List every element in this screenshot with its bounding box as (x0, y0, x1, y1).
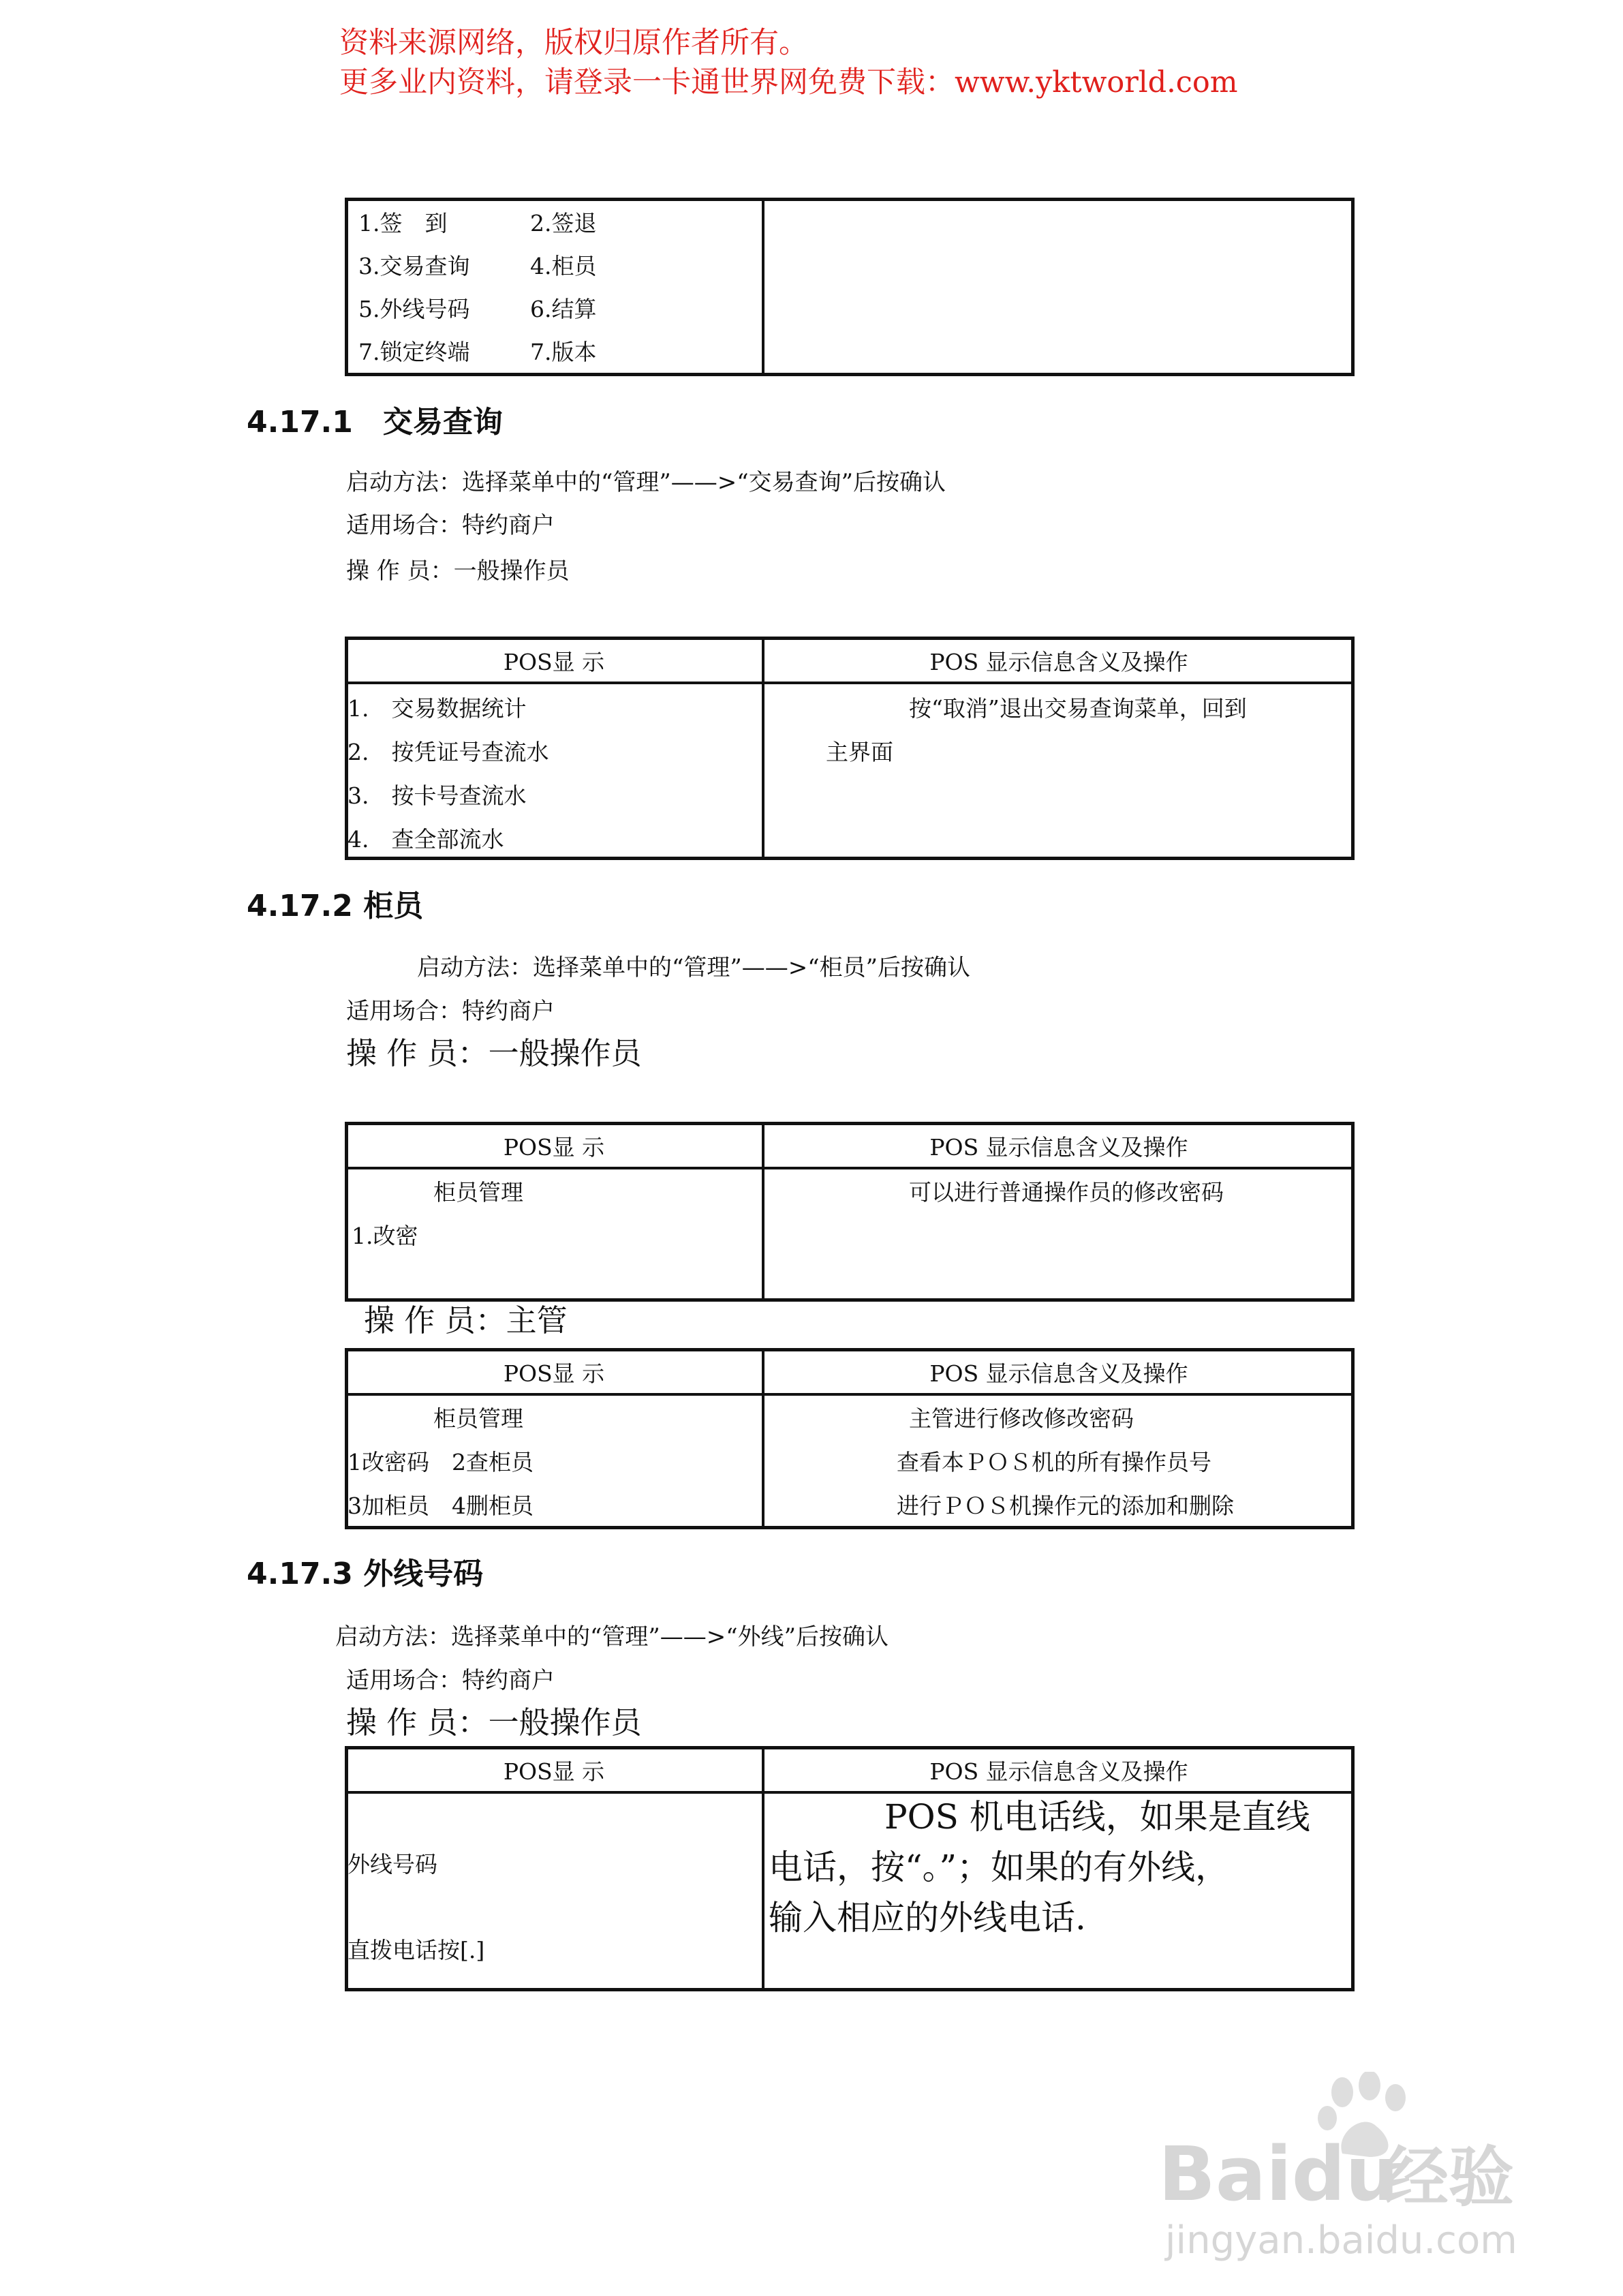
watermark-url: jingyan.baidu.com (1165, 2218, 1517, 2263)
list-item: 1改密码 2查柜员 (347, 1449, 534, 1475)
brand-text-2: du (1291, 2130, 1399, 2218)
col-header-meaning: POS 显示信息含义及操作 (929, 1134, 1188, 1161)
teller-menu-title: 柜员管理 (433, 1405, 523, 1432)
launch-method: 启动方法：选择菜单中的“管理”——>“交易查询”后按确认 (346, 469, 946, 496)
menu-item: 3.交易查询 (358, 253, 470, 279)
col-header-meaning: POS 显示信息含义及操作 (929, 1360, 1188, 1387)
list-item: 4. 查全部流水 (347, 826, 504, 853)
menu-table (345, 198, 1355, 376)
brand-text: Bai (1158, 2130, 1292, 2218)
list-item: 直拨电话按[.] (347, 1937, 485, 1963)
col-header-pos-display: POS显 示 (503, 1360, 605, 1387)
applicable-scene: 适用场合：特约商户 (346, 998, 555, 1025)
menu-item: 7.锁定终端 (358, 339, 470, 365)
menu-item: 6.结算 (530, 296, 597, 322)
description-line: 查看本ＰＯＳ机的所有操作员号 (897, 1449, 1211, 1475)
list-item: 3加柜员 4删柜员 (347, 1493, 534, 1519)
col-header-pos-display: POS显 示 (503, 1134, 605, 1161)
menu-item: 1.签 到 (358, 210, 448, 236)
menu-item: 5.外线号码 (358, 296, 470, 322)
section-heading-4-17-3: 4.17.3 外线号码 (247, 1557, 484, 1591)
applicable-scene: 适用场合：特约商户 (346, 512, 555, 539)
col-header-meaning: POS 显示信息含义及操作 (929, 1758, 1188, 1785)
operator: 操 作 员：一般操作员 (346, 1035, 642, 1071)
list-item: 2. 按凭证号查流水 (347, 739, 549, 765)
launch-method: 启动方法：选择菜单中的“管理”——>“外线”后按确认 (335, 1623, 889, 1651)
operator: 操 作 员：一般操作员 (346, 1704, 642, 1741)
description-line: 按“取消”退出交易查询菜单，回到 (909, 695, 1247, 722)
list-item: 3. 按卡号查流水 (347, 782, 527, 809)
operator-supervisor: 操 作 员：主管 (364, 1302, 568, 1338)
col-header-pos-display: POS显 示 (503, 1758, 605, 1785)
list-item: 1.改密 (352, 1223, 418, 1249)
operator: 操 作 员：一般操作员 (346, 557, 570, 585)
description-line: 进行ＰＯＳ机操作元的添加和删除 (897, 1493, 1234, 1519)
col-header-meaning: POS 显示信息含义及操作 (929, 649, 1188, 675)
menu-item: 7.版本 (530, 339, 597, 365)
description-line: 主界面 (826, 739, 893, 765)
launch-method: 启动方法：选择菜单中的“管理”——>“柜员”后按确认 (417, 954, 971, 981)
menu-item: 2.签退 (530, 210, 597, 236)
list-item: 1. 交易数据统计 (347, 695, 527, 722)
header-line-1: 资料来源网络，版权归原作者所有。 (339, 26, 808, 60)
applicable-scene: 适用场合：特约商户 (346, 1667, 555, 1694)
watermark (1158, 2072, 1540, 2263)
description-line: 输入相应的外线电话. (769, 1898, 1086, 1938)
col-header-pos-display: POS显 示 (503, 649, 605, 675)
section-heading-4-17-2: 4.17.2 柜员 (247, 889, 424, 923)
description-line: 可以进行普通操作员的修改密码 (909, 1179, 1224, 1206)
description-line: POS 机电话线，如果是直线 (884, 1797, 1310, 1837)
teller-menu-title: 柜员管理 (433, 1179, 523, 1206)
brand-cn: 经验 (1383, 2139, 1514, 2216)
description-line: 主管进行修改修改密码 (909, 1405, 1134, 1432)
header-line-2: 更多业内资料，请登录一卡通世界网免费下载：www.yktworld.com (339, 65, 1238, 100)
list-item: 外线号码 (347, 1851, 437, 1878)
description-line: 电话，按“。”；如果的有外线， (769, 1848, 1230, 1887)
section-heading-4-17-1: 4.17.1 交易查询 (247, 405, 503, 440)
menu-item: 4.柜员 (530, 253, 597, 279)
